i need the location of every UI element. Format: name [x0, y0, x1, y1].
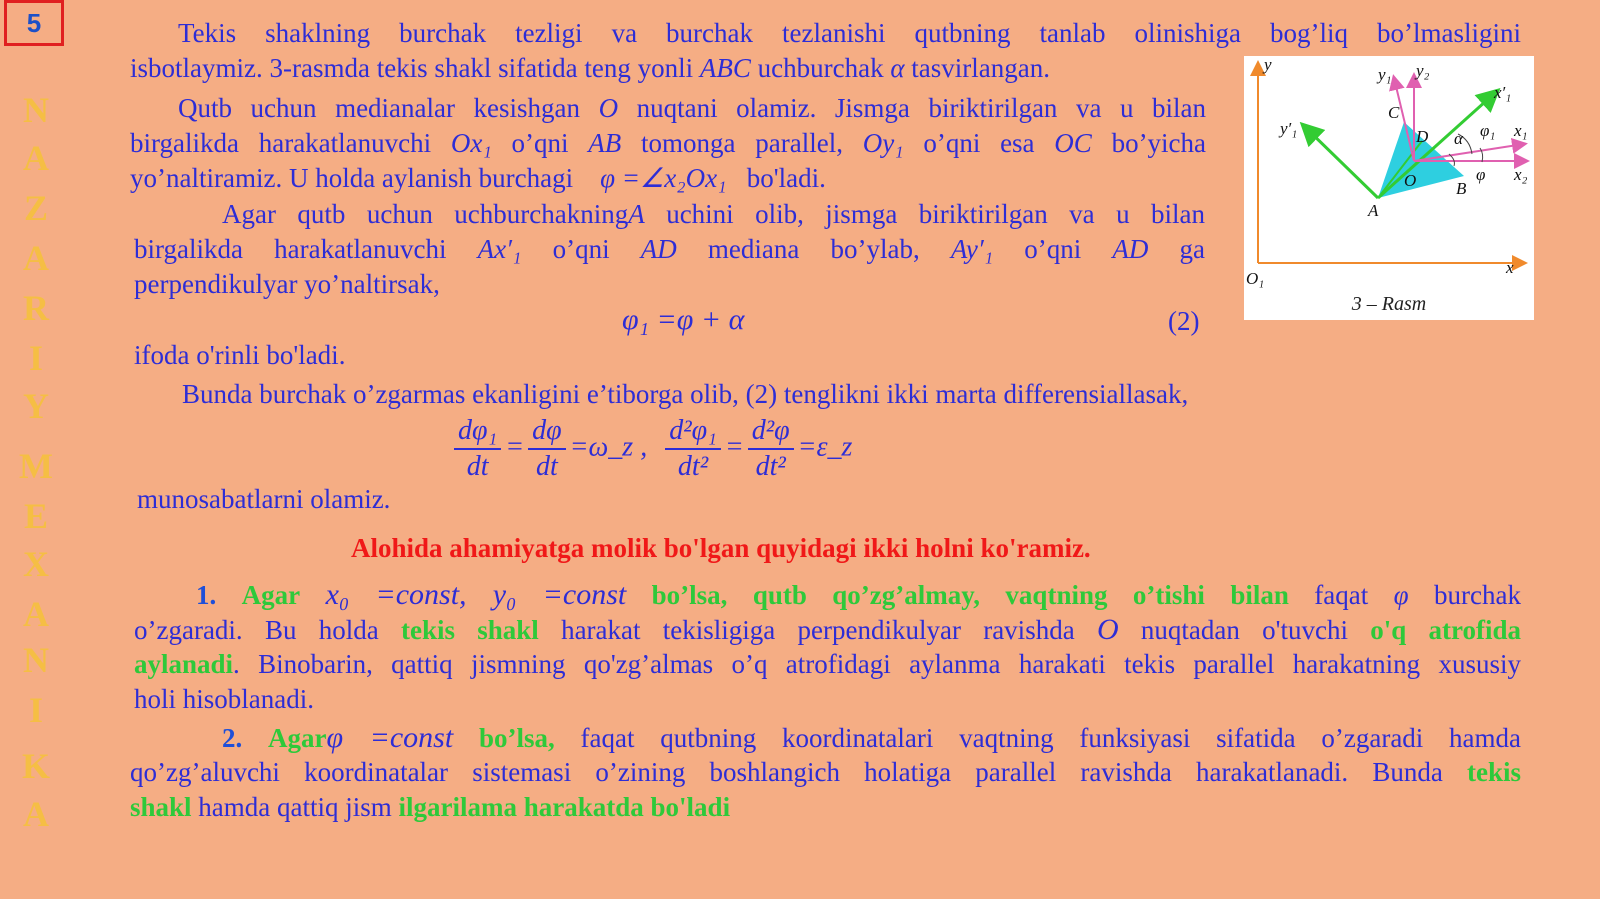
equation-2-label: (2) — [1168, 306, 1200, 336]
side-title-letter: N — [23, 90, 49, 130]
label-b: B — [1456, 179, 1467, 198]
highlight-heading: Alohida ahamiyatga molik bo'lgan quyidagi ikki holni ko'ramiz. — [351, 533, 1091, 563]
fraction-dphi1-dt: $\frac{\text{dφ₁}}{dt}$ — [454, 414, 501, 484]
side-title-letter: X — [23, 544, 49, 584]
label-y: y — [1264, 56, 1272, 74]
case1-line1: 1. Agar x₀ =const, y₀ =const bo’lsa, qutb qo’zg’almay, vaqtning o’tishi bilan faqat φ burchak — [196, 578, 1521, 611]
label-x: x — [1506, 258, 1514, 277]
label-x2: x₂ — [1514, 165, 1528, 184]
abc-symbol: ABC — [699, 53, 751, 83]
side-title-letter: M — [19, 446, 53, 486]
side-title-letter: I — [28, 690, 43, 730]
label-y1p: y′₁ — [1280, 119, 1298, 138]
side-title-letter: R — [23, 288, 49, 328]
alpha-symbol: α — [890, 53, 905, 83]
side-title-letter: I — [28, 338, 43, 378]
side-title-letter: A — [23, 238, 49, 278]
label-alpha: α — [1454, 129, 1463, 148]
label-y1: y₁ — [1378, 65, 1392, 84]
side-title-letter: Y — [23, 386, 49, 426]
para3-line2: birgalikda harakatlanuvchi Ax′₁ o’qni AD mediana bo’ylab, Ay′₁ o’qni AD ga — [134, 234, 1206, 264]
figure-caption: 3 – Rasm — [1351, 293, 1427, 315]
label-y2: y₂ — [1416, 61, 1430, 80]
para6: munosabatlarni olamiz. — [137, 484, 391, 514]
para2-line2: birgalikda harakatlanuvchi Ox₁ o’qni AB tomonga parallel, Oy₁ o’qni esa OC bo’yicha — [130, 128, 1207, 158]
case1-line2: o’zgaradi. Bu holda tekis shakl harakat tekisligiga perpendikulyar ravishda O nuqtadan o'tuvchi o'q atrofida — [134, 613, 1522, 646]
case2-line3: shakl hamda qattiq jism ilgarilama harakatda bo'ladi — [130, 792, 731, 822]
fraction-d2phi-dt2: $\frac{\text{d²φ}}{\text{dt²}}$ — [748, 414, 794, 484]
side-title-letter: N — [23, 640, 49, 680]
para1-line2: isbotlaymiz. 3-rasmda tekis shakl sifatida teng yonli ABC uchburchak α tasvirlangan. — [130, 53, 1050, 83]
side-title-letter: A — [23, 138, 49, 178]
case2-line2: qo’zg’aluvchi koordinatalar sistemasi o’zining boshlangich holatiga parallel ravishda harakatlanadi. Bunda tekis — [130, 757, 1522, 787]
side-title-letter: E — [23, 496, 48, 536]
label-o: O — [1404, 171, 1417, 190]
label-o1: O₁ — [1246, 269, 1265, 288]
case1-line3: aylanadi. Binobarin, qattiq jismning qo'zg’almas o’q atrofidagi aylanma harakati tekis parallel harakatning xususiy — [134, 649, 1521, 679]
para2-line3: yo’naltiramiz. U holda aylanish burchagi φ =∠x₂Ox₁ bo'ladi. — [130, 163, 826, 193]
label-d: D — [1416, 127, 1429, 146]
para4: ifoda o'rinli bo'ladi. — [134, 340, 346, 370]
axis-ay1p — [1304, 126, 1378, 198]
side-title-letter: A — [23, 594, 49, 634]
side-title-letter: K — [21, 746, 50, 786]
label-x1: x₁ — [1514, 121, 1528, 140]
figure-diagram — [1244, 56, 1534, 320]
label-phi1: φ₁ — [1480, 121, 1496, 140]
equation-2: φ₁ =φ + α — [622, 303, 745, 336]
case1-line4: holi hisoblanadi. — [134, 684, 314, 714]
label-x1p: x′₁ — [1494, 83, 1512, 102]
para3-line1: Agar qutb uchun uchburchakningA uchini olib, jismga biriktirilgan va u bilan — [222, 199, 1206, 229]
fraction-dphi-dt: $\frac{d\varphi}{dt}$ — [528, 414, 566, 484]
slide-number: 5 — [4, 0, 64, 46]
figure-3 — [1244, 56, 1534, 320]
side-title-letter: Z — [23, 188, 48, 228]
para3-line3: perpendikulyar yo’naltirsak, — [134, 269, 440, 299]
para1-line1: Tekis shaklning burchak tezligi va burchak tezlanishi qutbning tanlab olinishiga bog’liq bo’lmasligini — [178, 18, 1521, 48]
fraction-d2phi1-dt2: $\frac{\text{d²φ₁}}{\text{dt²}}$ — [665, 414, 721, 484]
side-title-letter: A — [23, 794, 49, 834]
label-c: C — [1388, 103, 1400, 122]
label-phi: φ — [1476, 165, 1486, 184]
case2-line1: 2. Agarφ =const bo’lsa, faqat qutbning koordinatalari vaqtning funksiyasi sifatida o’zgaradi hamda — [222, 721, 1522, 754]
para2-line1: Qutb uchun medianalar kesishgan O nuqtani olamiz. Jismga biriktirilgan va u bilan — [178, 93, 1207, 123]
derivative-equation: $\frac{\text{dφ₁}}{dt}$ = $\frac{d\varphi}{dt}$ =ω_z , $\frac{\text{d²φ₁}}{\text{dt²}}$ = $\frac{\text{d²φ}}{\text{dt²}}$ =ε_z — [450, 414, 852, 484]
para5: Bunda burchak o’zgarmas ekanligini e’tiborga olib, (2) tenglikni ikki marta differensiallasak, — [182, 379, 1189, 409]
label-a: A — [1368, 201, 1379, 220]
